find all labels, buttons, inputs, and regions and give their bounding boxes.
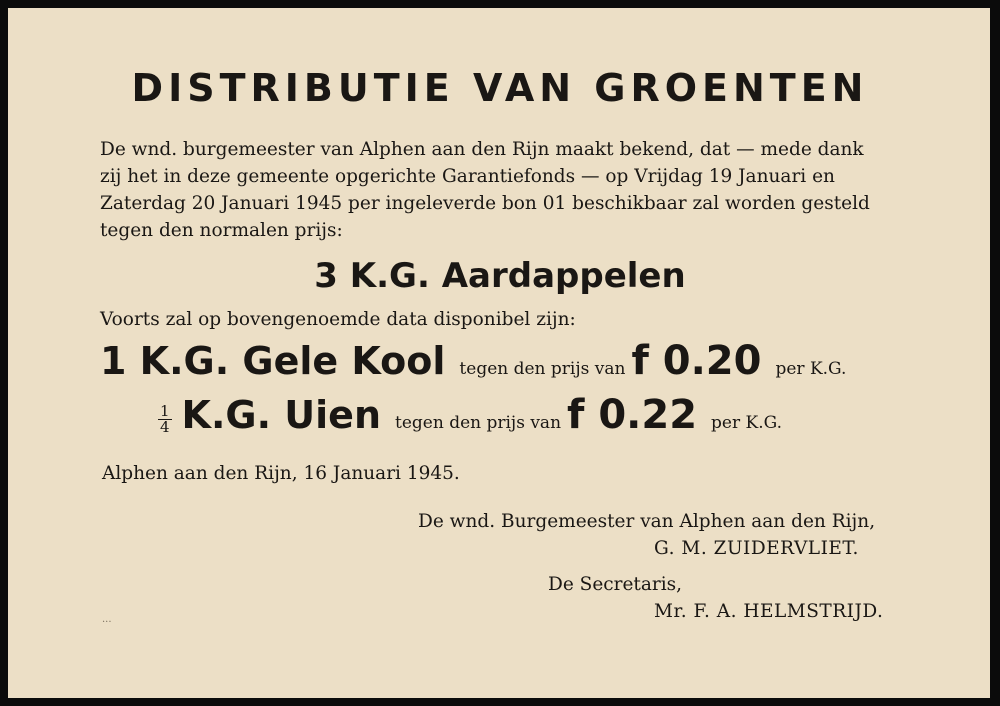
subline: Voorts zal op bovengenoemde data disponibel zijn:: [100, 309, 576, 330]
fraction-denominator: 4: [160, 418, 170, 436]
fraction-numerator: 1: [160, 402, 170, 420]
item-unit: per K.G.: [711, 413, 783, 433]
item-price: f 0.20: [631, 338, 762, 384]
item-row-kool: [100, 338, 846, 384]
item-unit: per K.G.: [775, 359, 847, 379]
item-quantity: 1 K.G. Gele Kool: [100, 339, 446, 383]
item-price-label: tegen den prijs van: [459, 359, 626, 379]
intro-line: Zaterdag 20 Januari 1945 per ingeleverde bon 01 beschikbaar zal worden gesteld: [100, 193, 870, 214]
intro-line: zij het in deze gemeente opgerichte Garantiefonds — op Vrijdag 19 Januari en: [100, 166, 835, 187]
intro-line: tegen den normalen prijs:: [100, 220, 343, 241]
secretary-name: Mr. F. A. HELMSTRIJD.: [654, 601, 884, 622]
corner-mark: ...: [102, 614, 112, 625]
poster-sheet: [8, 8, 990, 698]
item-row-uien: [158, 392, 782, 439]
mayor-name: G. M. ZUIDERVLIET.: [654, 538, 859, 559]
fraction-quarter: [158, 404, 172, 435]
headline-potatoes: 3 K.G. Aardappelen: [314, 256, 686, 296]
item-price-label: tegen den prijs van: [395, 413, 562, 433]
mayor-title: De wnd. Burgemeester van Alphen aan den Rijn,: [418, 511, 876, 532]
secretary-title: De Secretaris,: [548, 574, 683, 595]
place-date: Alphen aan den Rijn, 16 Januari 1945.: [102, 463, 460, 484]
poster-title: DISTRIBUTIE VAN GROENTEN: [131, 66, 869, 110]
item-quantity: K.G. Uien: [181, 393, 381, 437]
intro-paragraph: [100, 136, 918, 244]
intro-line: De wnd. burgemeester van Alphen aan den Rijn maakt bekend, dat — mede dank: [100, 139, 864, 160]
item-price: f 0.22: [567, 392, 698, 438]
